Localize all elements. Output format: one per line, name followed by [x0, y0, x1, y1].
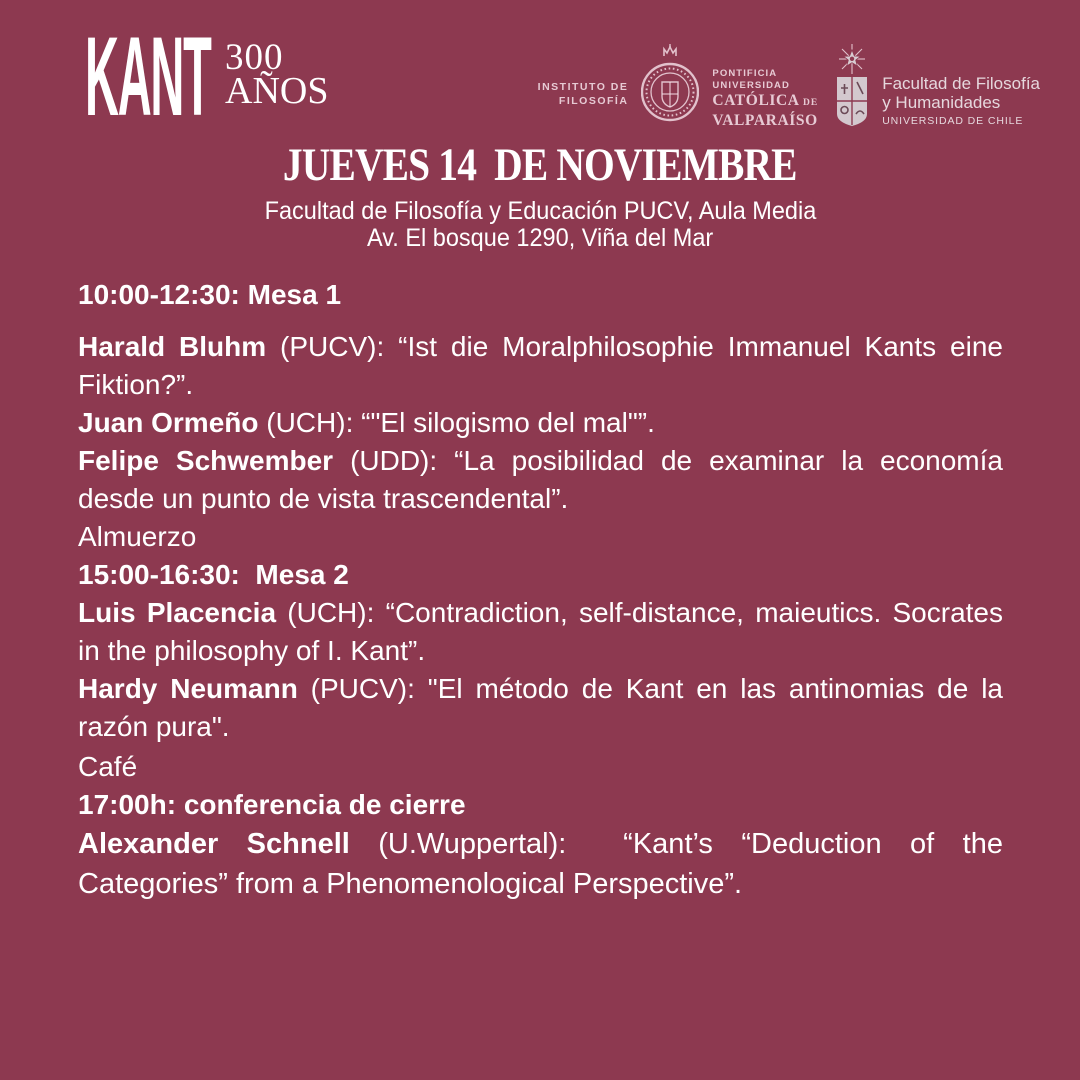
instituto-filosofia-label: INSTITUTO DE FILOSOFÍA: [537, 81, 629, 107]
talk-detail: (PUCV): “Ist die Moralphilosophie Immanuel Kants eine Fiktion?”.: [78, 331, 1003, 400]
talk-detail: (UDD): “La posibilidad de examinar la economía desde un punto de vista trascendental”.: [78, 445, 1003, 514]
event-date-title: JUEVES 14 DE NOVIEMBRE: [283, 139, 797, 191]
speaker-name: Felipe Schwember: [78, 445, 334, 476]
years-word: AÑOS: [225, 70, 329, 112]
talk-luis-placencia: [78, 594, 1003, 670]
speaker-name: Hardy Neumann: [78, 673, 298, 704]
kant-300-logo: [85, 14, 329, 139]
talk-alexander-schnell: [78, 824, 1012, 904]
years-number: 300: [225, 37, 284, 78]
uchile-shield-icon: [831, 44, 873, 132]
talk-harald-bluhm: [78, 328, 1003, 404]
pucv-seal-icon: [641, 44, 699, 130]
uchile-wordmark: Facultad de Filosofía y Humanidades UNIVERSIDAD DE CHILE: [882, 74, 1040, 127]
venue-info: [0, 198, 1080, 252]
speaker-name: Juan Ormeño: [78, 407, 259, 438]
talk-juan-ormeno: [78, 404, 1003, 442]
break-almuerzo: Almuerzo: [78, 521, 197, 552]
session-2-heading: 15:00-16:30: Mesa 2: [78, 559, 349, 590]
uchile-logo-group: [831, 44, 1040, 132]
talk-detail: (UCH): “Contradiction, self-distance, maieutics. Socrates in the philosophy of I. Kant”.: [78, 597, 1003, 666]
talk-detail: (PUCV): "El método de Kant en las antinomias de la razón pura".: [78, 673, 1003, 742]
kant-years: [225, 34, 329, 112]
talk-felipe-schwember: [78, 442, 1003, 518]
speaker-name: Luis Placencia: [78, 597, 277, 628]
closing-heading: 17:00h: conferencia de cierre: [78, 789, 466, 820]
speaker-name: Harald Bluhm: [78, 331, 267, 362]
talk-hardy-neumann: [78, 670, 1003, 746]
schedule: [78, 268, 1012, 904]
talk-detail: (UCH): “"El silogismo del mal"”.: [258, 407, 655, 438]
speaker-name: Alexander Schnell: [78, 828, 350, 860]
venue-line-2: Av. El bosque 1290, Viña del Mar: [366, 224, 714, 252]
venue-line-1: Facultad de Filosofía y Educación PUCV, Aula Media: [264, 197, 816, 225]
kant-wordmark: KANT: [85, 14, 211, 139]
break-cafe: Café: [78, 751, 138, 782]
session-1-heading: 10:00-12:30: Mesa 1: [78, 279, 342, 310]
talk-detail: (U.Wuppertal): “Kant’s “Deduction of the Categories” from a Phenomenological Perspective”.: [78, 828, 1012, 900]
partner-logos: [538, 44, 1040, 132]
pucv-wordmark: PONTIFICIA UNIVERSIDAD CATÓLICA DE VALPARAÍSO: [712, 68, 819, 129]
